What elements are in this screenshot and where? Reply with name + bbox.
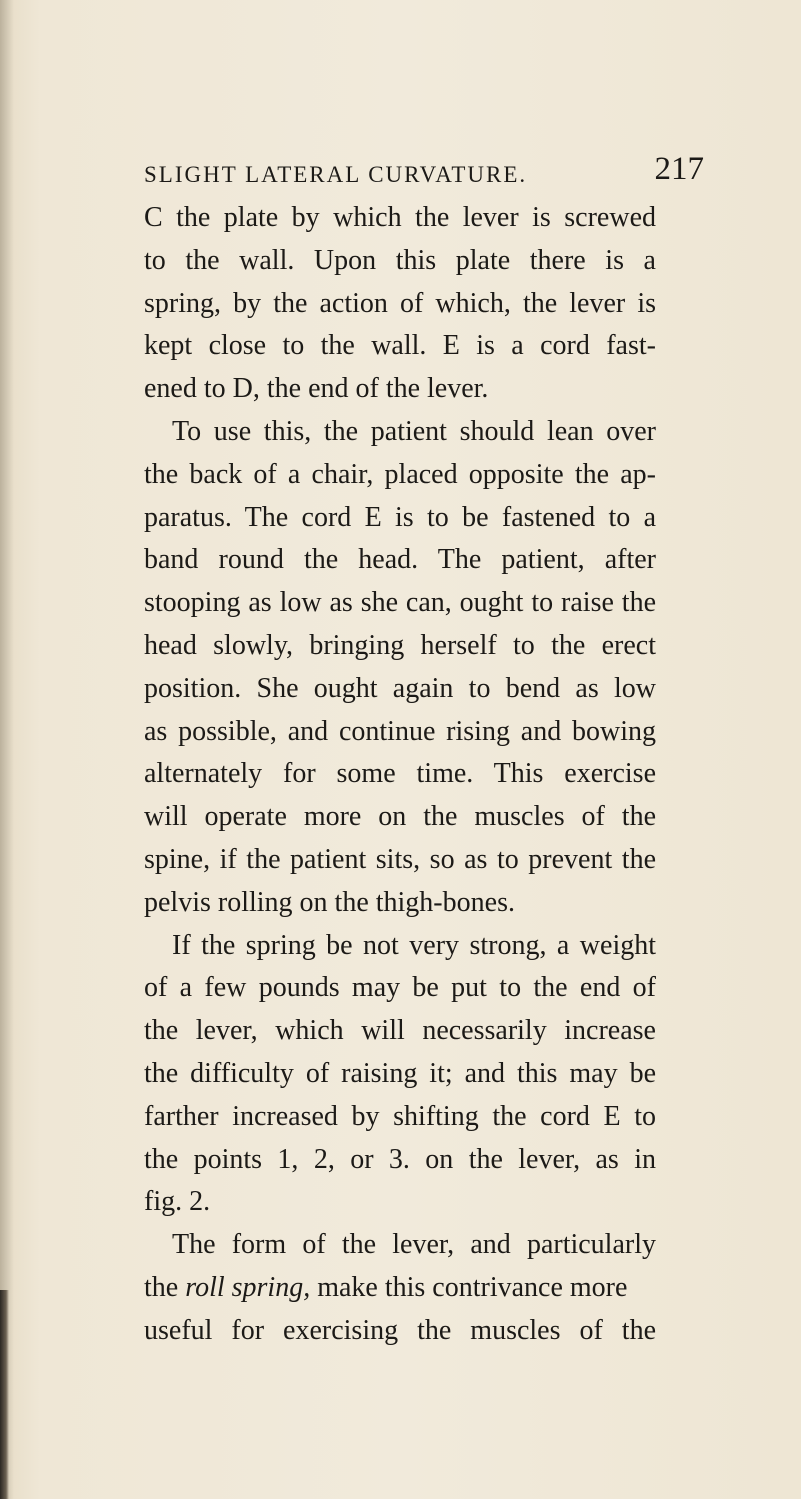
- text-line: fig. 2.: [144, 1186, 211, 1218]
- text-line: of a few pounds may be put to the end of: [144, 972, 656, 1004]
- text-line: band round the head. The patient, after: [144, 544, 656, 576]
- page-header: [144, 148, 704, 198]
- text-line: The form of the lever, and particularly: [172, 1229, 656, 1261]
- text-line: kept close to the wall. E is a cord fast-: [144, 330, 656, 362]
- text-segment: make this contrivance more: [317, 1271, 628, 1303]
- running-title: SLIGHT LATERAL CURVATURE.: [144, 162, 528, 187]
- body-text: [144, 197, 656, 1353]
- text-segment: the: [144, 1271, 179, 1303]
- text-line: spring, by the action of which, the lever is: [144, 287, 656, 319]
- text-line: to the wall. Upon this plate there is a: [144, 244, 656, 276]
- italic-term: roll spring,: [185, 1271, 311, 1303]
- binding-edge: [0, 1290, 9, 1499]
- text-line: stooping as low as she can, ought to raise the: [144, 587, 656, 619]
- text-line: C the plate by which the lever is screwed: [144, 202, 656, 233]
- text-line: position. She ought again to bend as low: [144, 672, 656, 704]
- text-line: To use this, the patient should lean over: [172, 415, 656, 447]
- text-line: the points 1, 2, or 3. on the lever, as in: [144, 1143, 656, 1175]
- text-line: the difficulty of raising it; and this may be: [144, 1057, 656, 1089]
- text-line: ened to D, the end of the lever.: [144, 373, 489, 405]
- text-line: farther increased by shifting the cord E to: [144, 1100, 656, 1132]
- text-line: spine, if the patient sits, so as to prevent the: [144, 843, 656, 875]
- binding-shadow: [0, 0, 14, 1499]
- page-number: 217: [654, 151, 704, 187]
- text-line: head slowly, bringing herself to the erect: [144, 629, 656, 661]
- text-line: will operate more on the muscles of the: [144, 801, 656, 833]
- text-line: [144, 1267, 656, 1310]
- text-line: useful for exercising the muscles of the: [144, 1314, 656, 1346]
- text-line: as possible, and continue rising and bowing: [144, 715, 656, 747]
- text-line: paratus. The cord E is to be fastened to a: [144, 501, 656, 533]
- text-line: the lever, which will necessarily increase: [144, 1015, 656, 1047]
- text-line: alternately for some time. This exercise: [144, 758, 656, 790]
- text-line: If the spring be not very strong, a weight: [172, 929, 656, 961]
- text-line: pelvis rolling on the thigh-bones.: [144, 886, 515, 918]
- text-line: the back of a chair, placed opposite the ap-: [144, 458, 656, 490]
